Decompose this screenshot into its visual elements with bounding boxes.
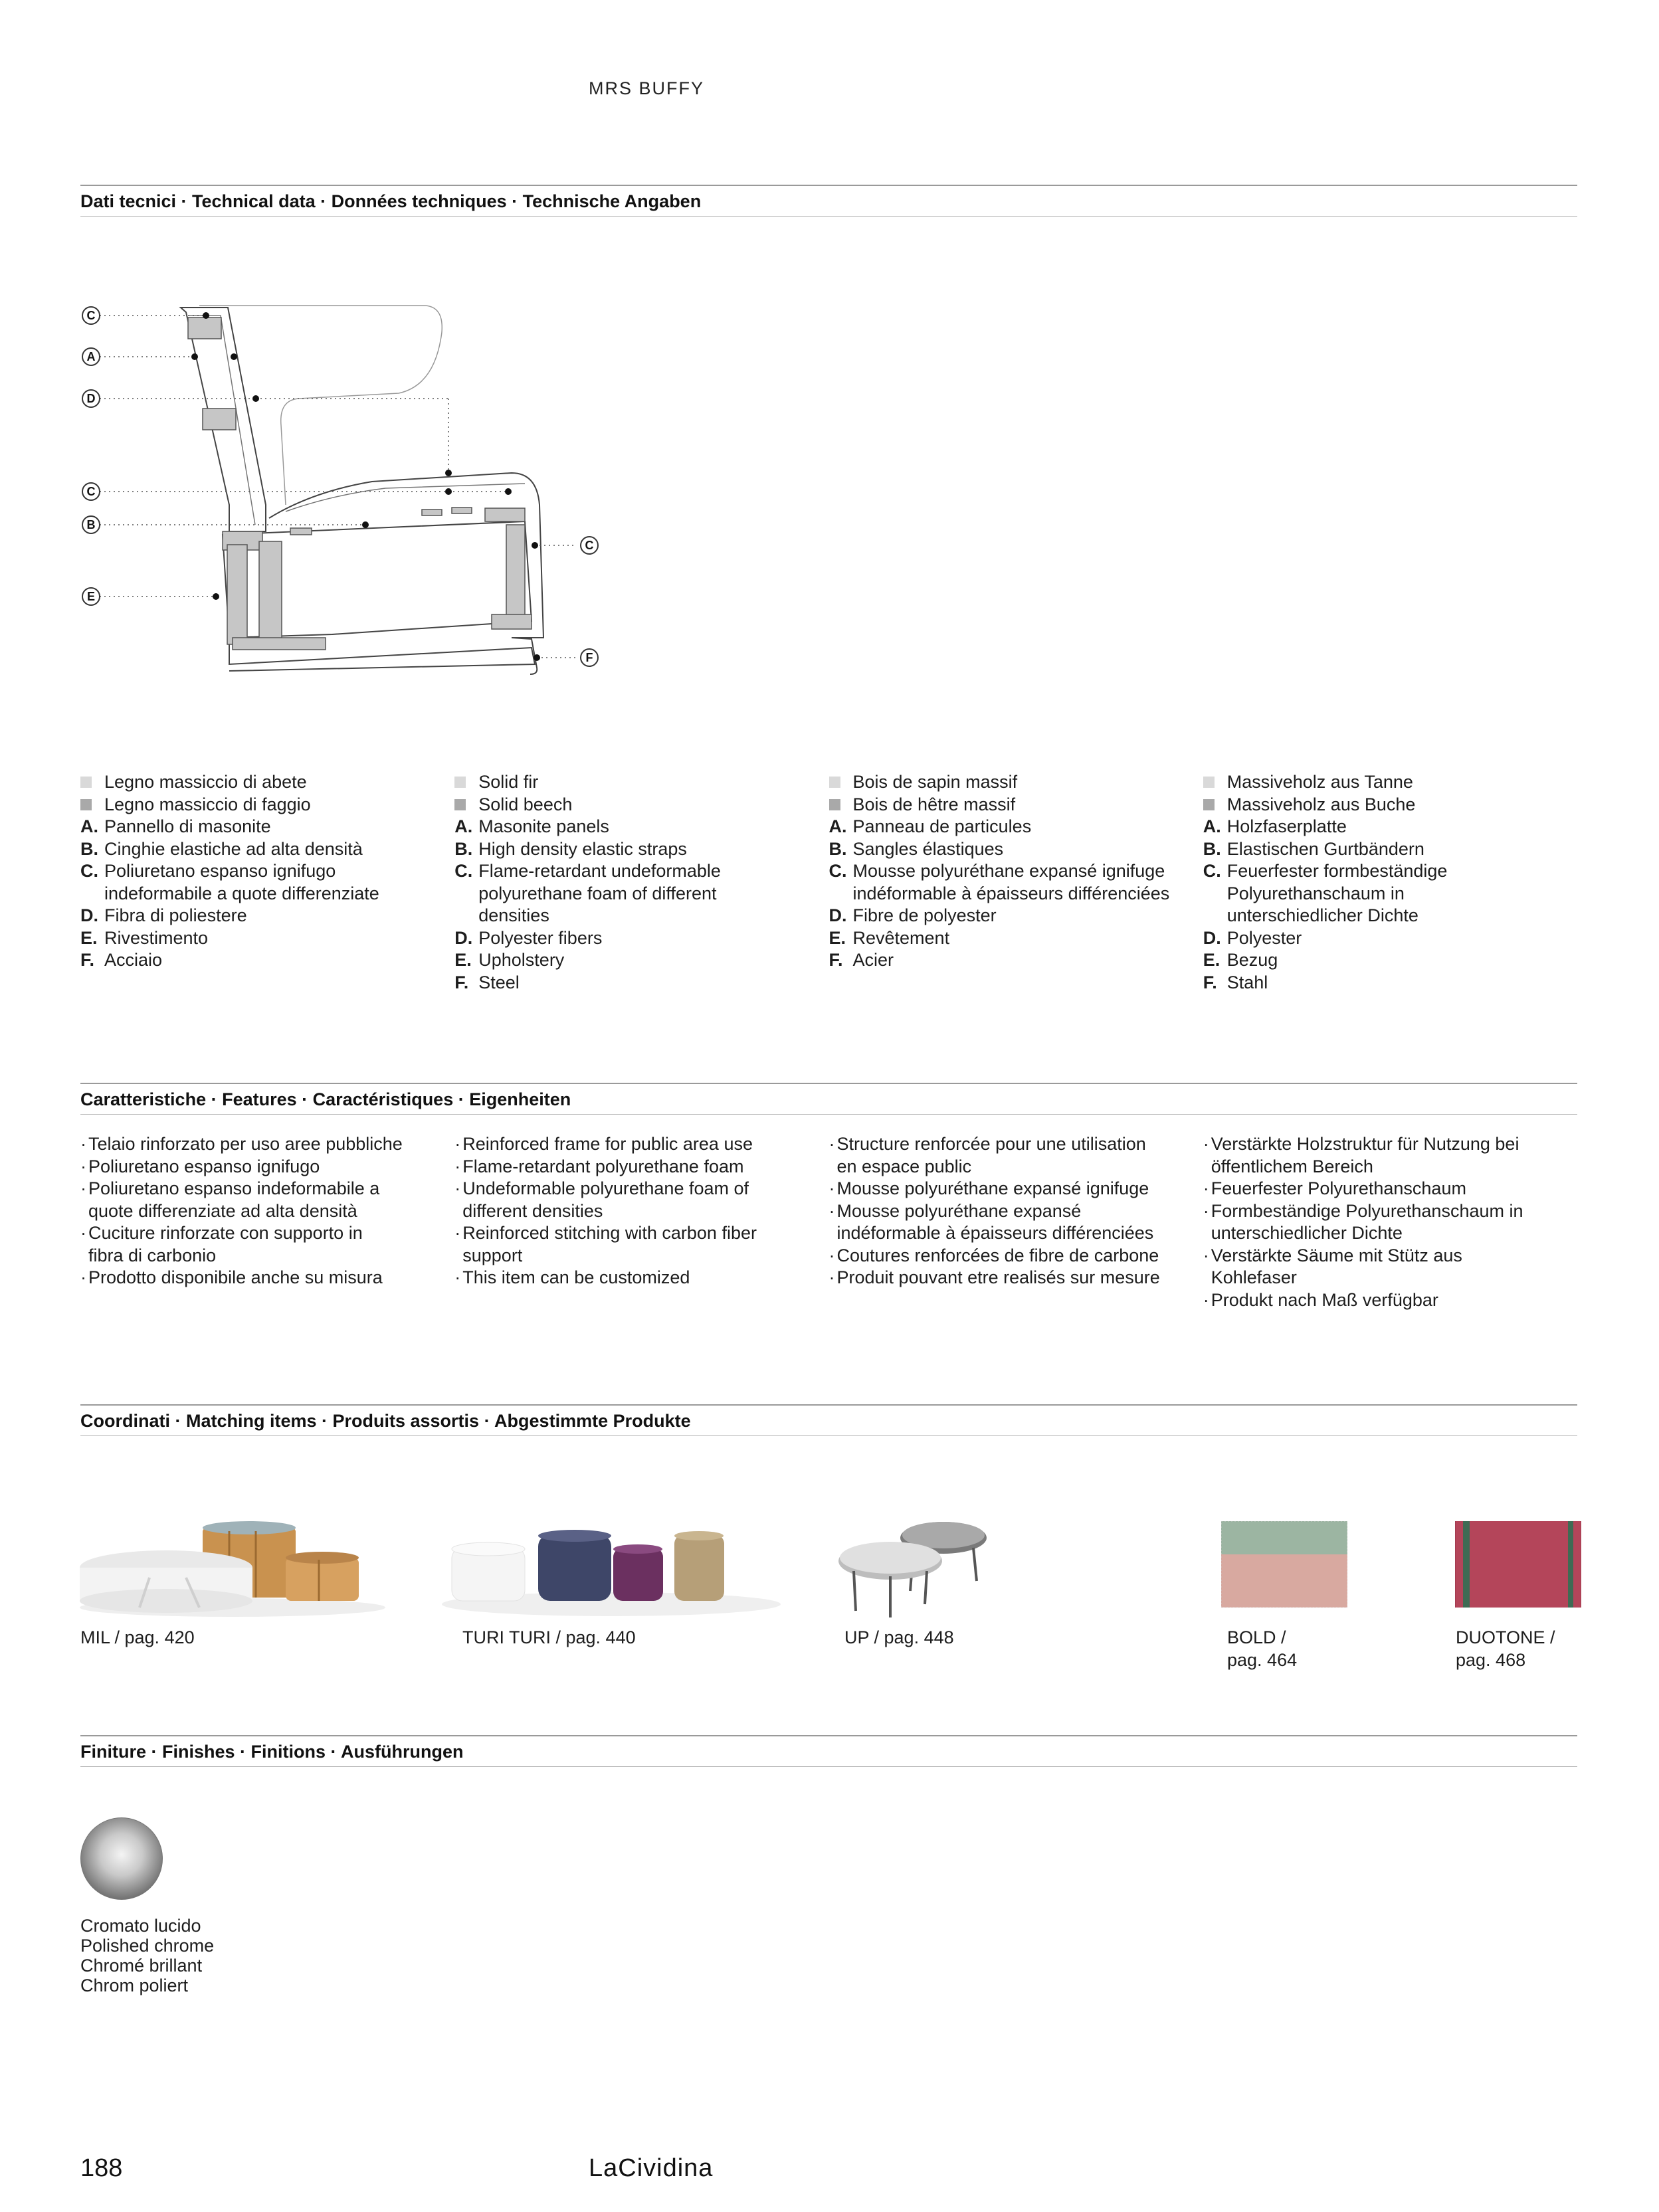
feature-item: · Formbeständige Polyurethanschaum in unterschiedlicher Dichte — [1203, 1200, 1523, 1243]
legend-item: F. Acciaio — [80, 950, 163, 970]
legend-item: C. Mousse polyuréthane expansé ignifuge indéformable à épaisseurs différenciées — [829, 861, 1170, 903]
feature-item: · Verstärkte Holzstruktur für Nutzung bei öffentlichem Bereich — [1203, 1134, 1519, 1176]
legend-item: A. Holzfaserplatte — [1203, 816, 1347, 836]
legend-material-dark: Bois de hêtre massif — [829, 794, 1203, 816]
legend-item: B. Cinghie elastiche ad alta densità — [80, 838, 363, 859]
feature-item: · Flame-retardant polyurethane foam — [454, 1156, 744, 1176]
light-wood-swatch — [1203, 777, 1215, 788]
features-list — [80, 1133, 1577, 1311]
legend-material-light: Bois de sapin massif — [829, 771, 1203, 794]
legend-item: D. Polyester fibers — [454, 927, 603, 948]
callout-d — [82, 390, 100, 407]
callout-c-right — [581, 537, 598, 554]
legend-item: C. Feuerfester formbeständige Polyurethanschaum in unterschiedlicher Dichte — [1203, 861, 1448, 925]
turi-turi-image — [439, 1511, 784, 1621]
legend-item: E. Rivestimento — [80, 927, 209, 948]
legend-item: D. Polyester — [1203, 927, 1302, 948]
section-rule-bottom — [80, 1435, 1577, 1436]
page-number: 188 — [80, 2154, 123, 2182]
legend-item: E. Revêtement — [829, 927, 950, 948]
svg-text:E: E — [86, 590, 96, 603]
legend-item: A. Masonite panels — [454, 816, 609, 836]
feature-item: · Prodotto disponibile anche su misura — [80, 1267, 383, 1287]
legend-item: A. Panneau de particules — [829, 816, 1032, 836]
feature-item: · Reinforced frame for public area use — [454, 1134, 753, 1154]
svg-text:C: C — [86, 309, 96, 322]
legend-material-dark: Solid beech — [454, 794, 829, 816]
feature-item: · Poliuretano espanso ignifugo — [80, 1156, 320, 1176]
duotone-rug-image — [1455, 1521, 1581, 1608]
section-rule-top — [80, 1735, 1577, 1736]
legend-item: D. Fibre de polyester — [829, 905, 997, 925]
legend-material-dark: Legno massiccio di faggio — [80, 794, 454, 816]
legend-item: F. Stahl — [1203, 972, 1268, 992]
bold-rug-image — [1221, 1521, 1347, 1608]
callout-c-mid — [82, 483, 100, 500]
callout-c-top — [82, 307, 100, 324]
section-rule-top — [80, 185, 1577, 186]
feature-item: · Cuciture rinforzate con supporto in fibra di carbonio — [80, 1223, 363, 1265]
matching-section-title: Coordinati · Matching items · Produits assortis · Abgestimmte Produkte — [80, 1411, 691, 1431]
feature-item: · Mousse polyuréthane expansé indéformable à épaisseurs différenciées — [829, 1200, 1154, 1243]
svg-text:C: C — [86, 485, 96, 498]
legend-column-en — [454, 771, 829, 994]
dark-wood-swatch — [454, 799, 466, 810]
svg-text:B: B — [86, 518, 96, 531]
section-rule-bottom — [80, 216, 1577, 217]
section-rule-top — [80, 1404, 1577, 1406]
feature-item: · Produkt nach Maß verfügbar — [1203, 1289, 1438, 1310]
features-column-fr — [829, 1133, 1203, 1311]
callout-b — [82, 516, 100, 533]
feature-item: · Mousse polyuréthane expansé ignifuge — [829, 1178, 1149, 1198]
svg-text:A: A — [86, 350, 96, 363]
feature-item: · Poliuretano espanso indeformabile a quote differenziate ad alta densità — [80, 1178, 380, 1221]
feature-item: · Structure renforcée pour une utilisation en espace public — [829, 1134, 1146, 1176]
legend-material-light: Solid fir — [454, 771, 829, 794]
matching-item-turi-turi[interactable]: TURI TURI / pag. 440 — [462, 1627, 636, 1647]
legend-column-fr — [829, 771, 1203, 994]
product-title: MRS BUFFY — [589, 78, 705, 98]
dark-wood-swatch — [80, 799, 92, 810]
feature-item: · This item can be customized — [454, 1267, 690, 1287]
legend-item: F. Steel — [454, 972, 520, 992]
legend-item: D. Fibra di poliestere — [80, 905, 247, 925]
dark-wood-swatch — [829, 799, 840, 810]
features-column-de — [1203, 1133, 1577, 1311]
matching-item-bold[interactable]: BOLD / pag. 464 — [1227, 1627, 1298, 1670]
chair-cross-section-diagram — [73, 292, 618, 678]
features-section-title: Caratteristiche · Features · Caractéristiques · Eigenheiten — [80, 1089, 571, 1109]
technical-section-title: Dati tecnici · Technical data · Données techniques · Technische Angaben — [80, 191, 702, 211]
section-rule-bottom — [80, 1114, 1577, 1115]
callout-f — [581, 649, 598, 666]
mil-tables-image — [76, 1508, 389, 1621]
feature-item: · Verstärkte Säume mit Stütz aus Kohlefaser — [1203, 1245, 1462, 1287]
legend-material-light: Massiveholz aus Tanne — [1203, 771, 1577, 794]
matching-item-duotone[interactable]: DUOTONE / pag. 468 — [1456, 1627, 1555, 1670]
legend-item: F. Acier — [829, 950, 894, 970]
legend-item: E. Bezug — [1203, 950, 1278, 970]
finishes-section-title: Finiture · Finishes · Finitions · Ausführungen — [80, 1742, 464, 1762]
feature-item: · Produit pouvant etre realisés sur mesure — [829, 1267, 1160, 1287]
svg-text:F: F — [585, 651, 593, 664]
legend-column-it — [80, 771, 454, 994]
legend-material-light: Legno massiccio di abete — [80, 771, 454, 794]
up-tables-image — [837, 1511, 997, 1621]
technical-legend — [80, 771, 1577, 994]
feature-item: · Feuerfester Polyurethanschaum — [1203, 1178, 1466, 1198]
feature-item: · Coutures renforcées de fibre de carbone — [829, 1245, 1159, 1265]
light-wood-swatch — [454, 777, 466, 788]
feature-item: · Undeformable polyurethane foam of different densities — [454, 1178, 749, 1221]
svg-text:D: D — [86, 392, 96, 405]
light-wood-swatch — [80, 777, 92, 788]
features-column-it — [80, 1133, 454, 1311]
matching-item-up[interactable]: UP / pag. 448 — [844, 1627, 954, 1647]
legend-item: E. Upholstery — [454, 950, 565, 970]
legend-material-dark: Massiveholz aus Buche — [1203, 794, 1577, 816]
light-wood-swatch — [829, 777, 840, 788]
section-rule-bottom — [80, 1766, 1577, 1767]
legend-item: B. High density elastic straps — [454, 838, 687, 859]
callout-a — [82, 348, 100, 365]
legend-item: B. Sangles élastiques — [829, 838, 1004, 859]
matching-item-mil[interactable]: MIL / pag. 420 — [80, 1627, 195, 1647]
legend-item: B. Elastischen Gurtbändern — [1203, 838, 1424, 859]
dark-wood-swatch — [1203, 799, 1215, 810]
legend-item: C. Flame-retardant undeformable polyurethane foam of different densities — [454, 861, 721, 925]
legend-item: A. Pannello di masonite — [80, 816, 271, 836]
callout-e — [82, 588, 100, 605]
legend-item: C. Poliuretano espanso ignifugo indeformabile a quote differenziate — [80, 861, 379, 903]
legend-column-de — [1203, 771, 1577, 994]
finish-label: Cromato lucido Polished chrome Chromé brillant Chrom poliert — [80, 1916, 215, 1995]
svg-text:C: C — [585, 539, 594, 552]
brand-name: LaCividina — [589, 2154, 714, 2182]
polished-chrome-swatch — [80, 1817, 163, 1900]
feature-item: · Telaio rinforzato per uso aree pubbliche — [80, 1134, 403, 1154]
feature-item: · Reinforced stitching with carbon fiber support — [454, 1223, 757, 1265]
features-column-en — [454, 1133, 829, 1311]
section-rule-top — [80, 1083, 1577, 1084]
